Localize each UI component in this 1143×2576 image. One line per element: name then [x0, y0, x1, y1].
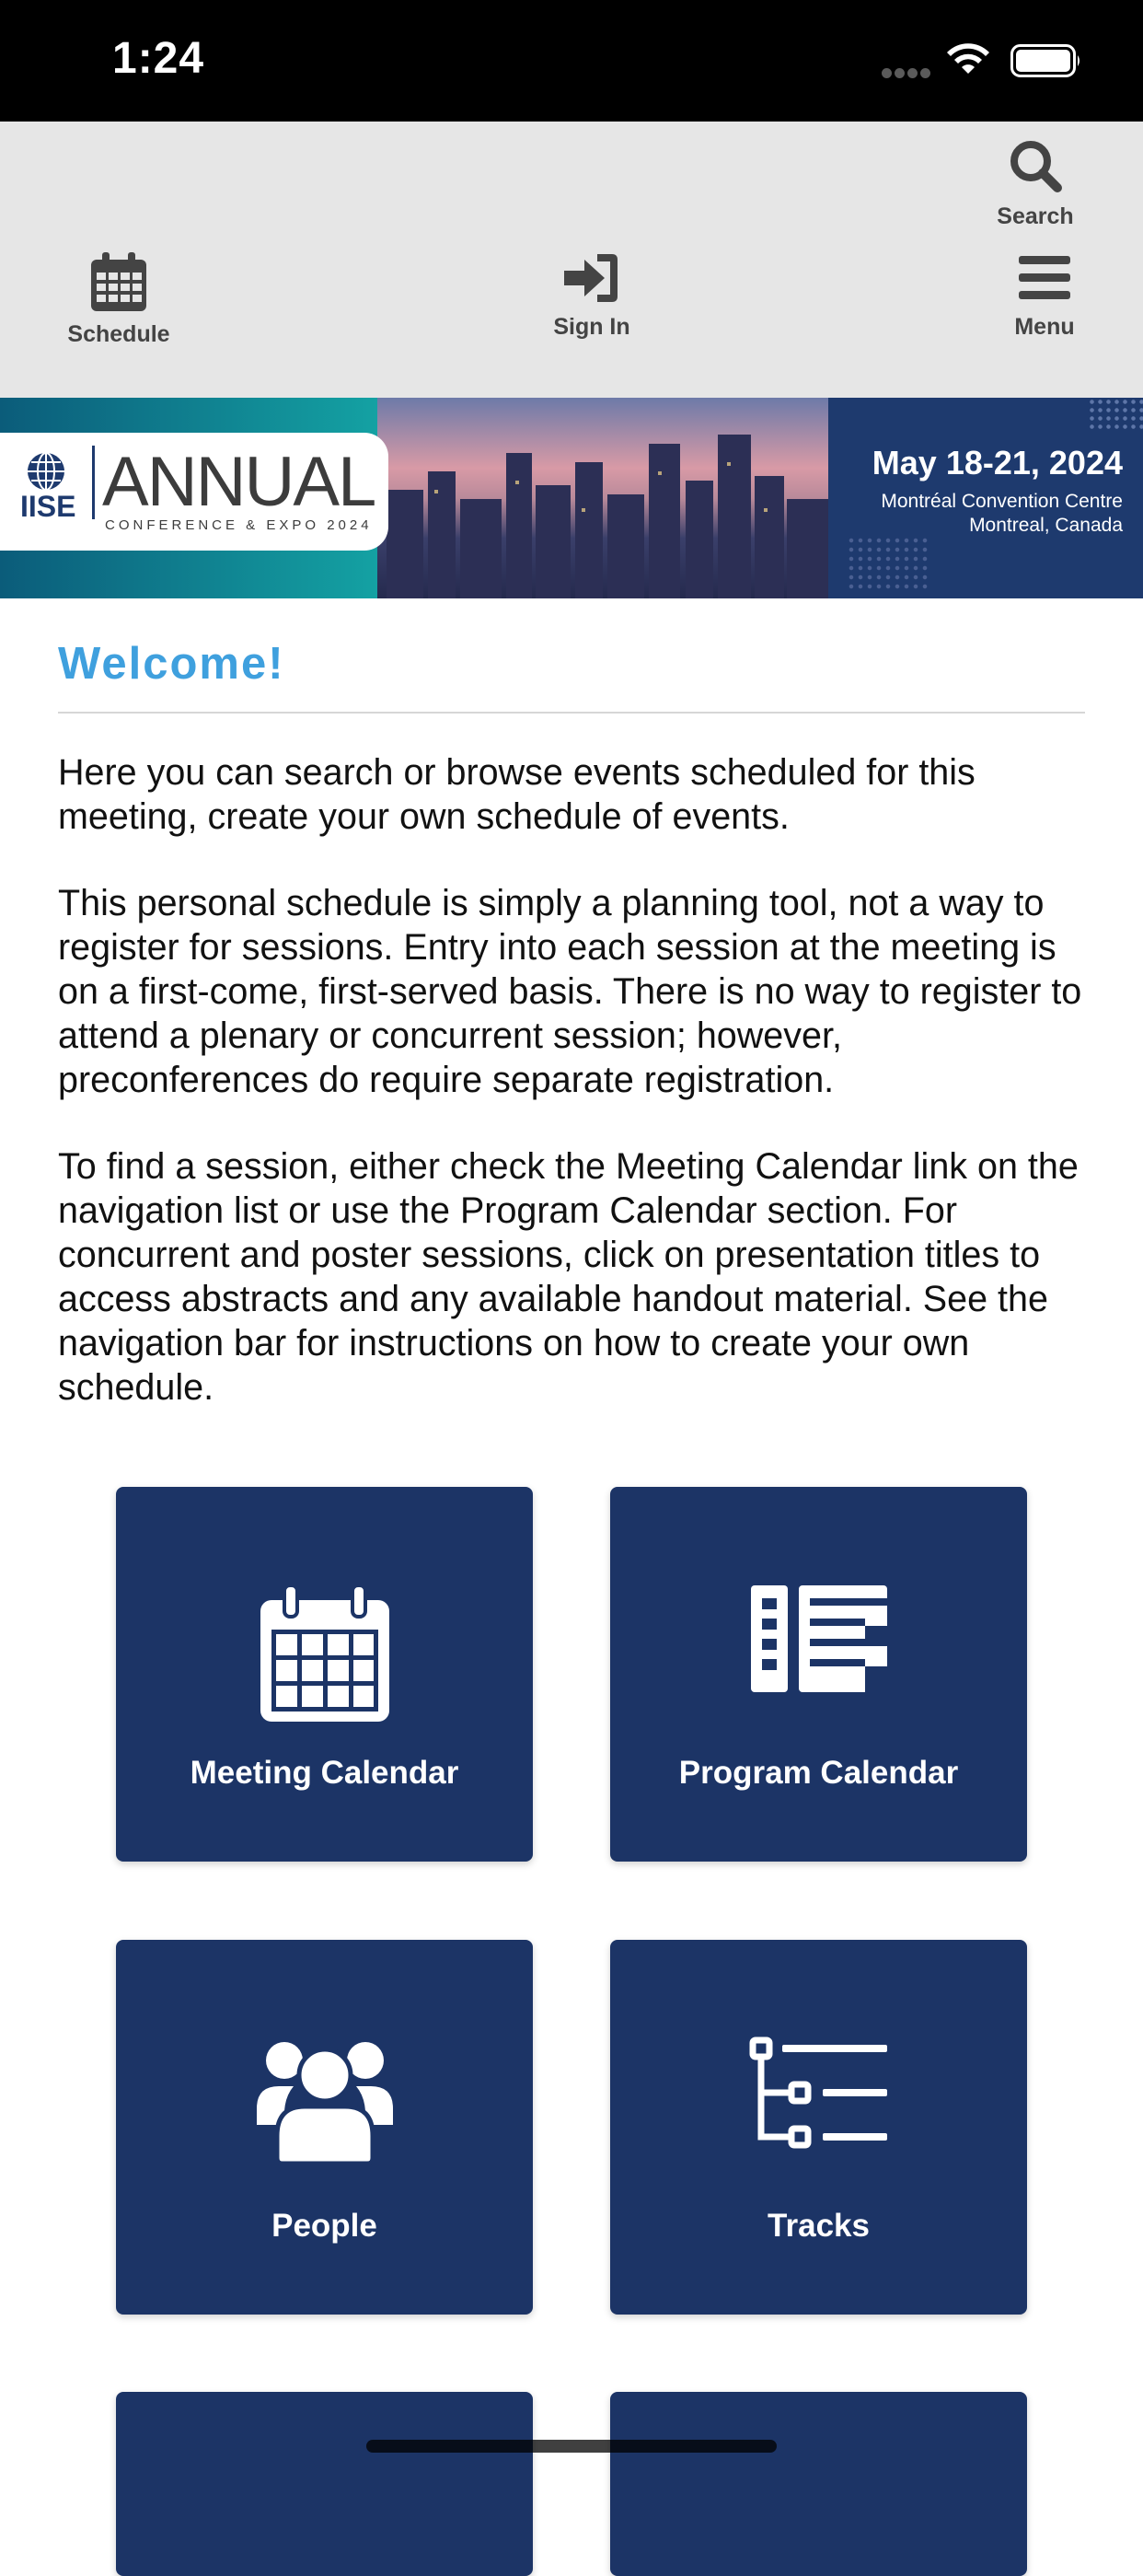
- sign-in-icon: [562, 250, 621, 306]
- program-list-icon: [749, 1584, 889, 1694]
- intro-paragraph-3: To find a session, either check the Meeting Calendar link on the navigation list or use the Program Calendar section. For concurrent and poster sessions, click on presentation titles to access abstracts and any available handout material. See the navigation bar for instructions on how to create your own schedule.: [58, 1146, 1079, 1408]
- tracks-icon: [749, 2036, 889, 2151]
- menu-button[interactable]: [1003, 250, 1086, 341]
- banner-venue: [881, 490, 1123, 538]
- calendar-icon: [259, 1584, 391, 1723]
- globe-icon: [24, 451, 68, 492]
- banner-dates: May 18-21, 2024: [872, 444, 1123, 482]
- meeting-calendar-label: Meeting Calendar: [190, 1755, 459, 1791]
- banner-title: ANNUAL: [92, 446, 375, 519]
- people-icon: [257, 2036, 393, 2165]
- search-icon: [1006, 136, 1065, 195]
- iise-annual-logo: [0, 433, 388, 551]
- meeting-calendar-tile[interactable]: [116, 1487, 533, 1862]
- top-navigation-bar: [0, 122, 1143, 398]
- tile-partial-left[interactable]: [116, 2392, 533, 2576]
- search-button[interactable]: [994, 136, 1077, 230]
- welcome-heading: Welcome!: [58, 639, 285, 689]
- status-time: 1:24: [112, 34, 205, 83]
- search-label: Search: [997, 203, 1074, 229]
- tracks-label: Tracks: [768, 2208, 870, 2244]
- sign-in-button[interactable]: [543, 250, 641, 341]
- schedule-button[interactable]: [55, 250, 182, 348]
- tile-partial-right[interactable]: [610, 2392, 1027, 2576]
- program-calendar-label: Program Calendar: [678, 1755, 959, 1791]
- sign-in-label: Sign In: [553, 314, 630, 340]
- menu-label: Menu: [1014, 314, 1075, 340]
- hamburger-menu-icon: [1017, 250, 1072, 306]
- program-calendar-tile[interactable]: [610, 1487, 1027, 1862]
- divider: [58, 712, 1085, 714]
- wifi-icon: [946, 42, 990, 77]
- banner-venue-line2: Montreal, Canada: [969, 515, 1123, 536]
- city-skyline-image: [377, 398, 828, 598]
- intro-paragraph-1: Here you can search or browse events scheduled for this meeting, create your own schedule of events.: [58, 752, 976, 837]
- status-bar: [0, 0, 1143, 122]
- tracks-tile[interactable]: [610, 1940, 1027, 2315]
- people-label: People: [271, 2208, 377, 2244]
- conference-banner: [0, 398, 1143, 598]
- calendar-icon: [89, 250, 148, 313]
- battery-icon: [1010, 44, 1082, 77]
- banner-venue-line1: Montréal Convention Centre: [881, 491, 1123, 512]
- banner-subtitle: CONFERENCE & EXPO 2024: [105, 517, 373, 533]
- banner-org: IISE: [20, 490, 76, 523]
- cellular-signal-icon: [882, 66, 933, 83]
- intro-paragraph-2: This personal schedule is simply a planning tool, not a way to register for sessions. Entry into each session at the meeting is on a first-come, first-served basis. There is no way to register to attend a plenary or concurrent session; however, preconferences do require separate registration.: [58, 883, 1082, 1100]
- schedule-label: Schedule: [67, 321, 170, 347]
- people-tile[interactable]: [116, 1940, 533, 2315]
- home-indicator[interactable]: [366, 2440, 777, 2453]
